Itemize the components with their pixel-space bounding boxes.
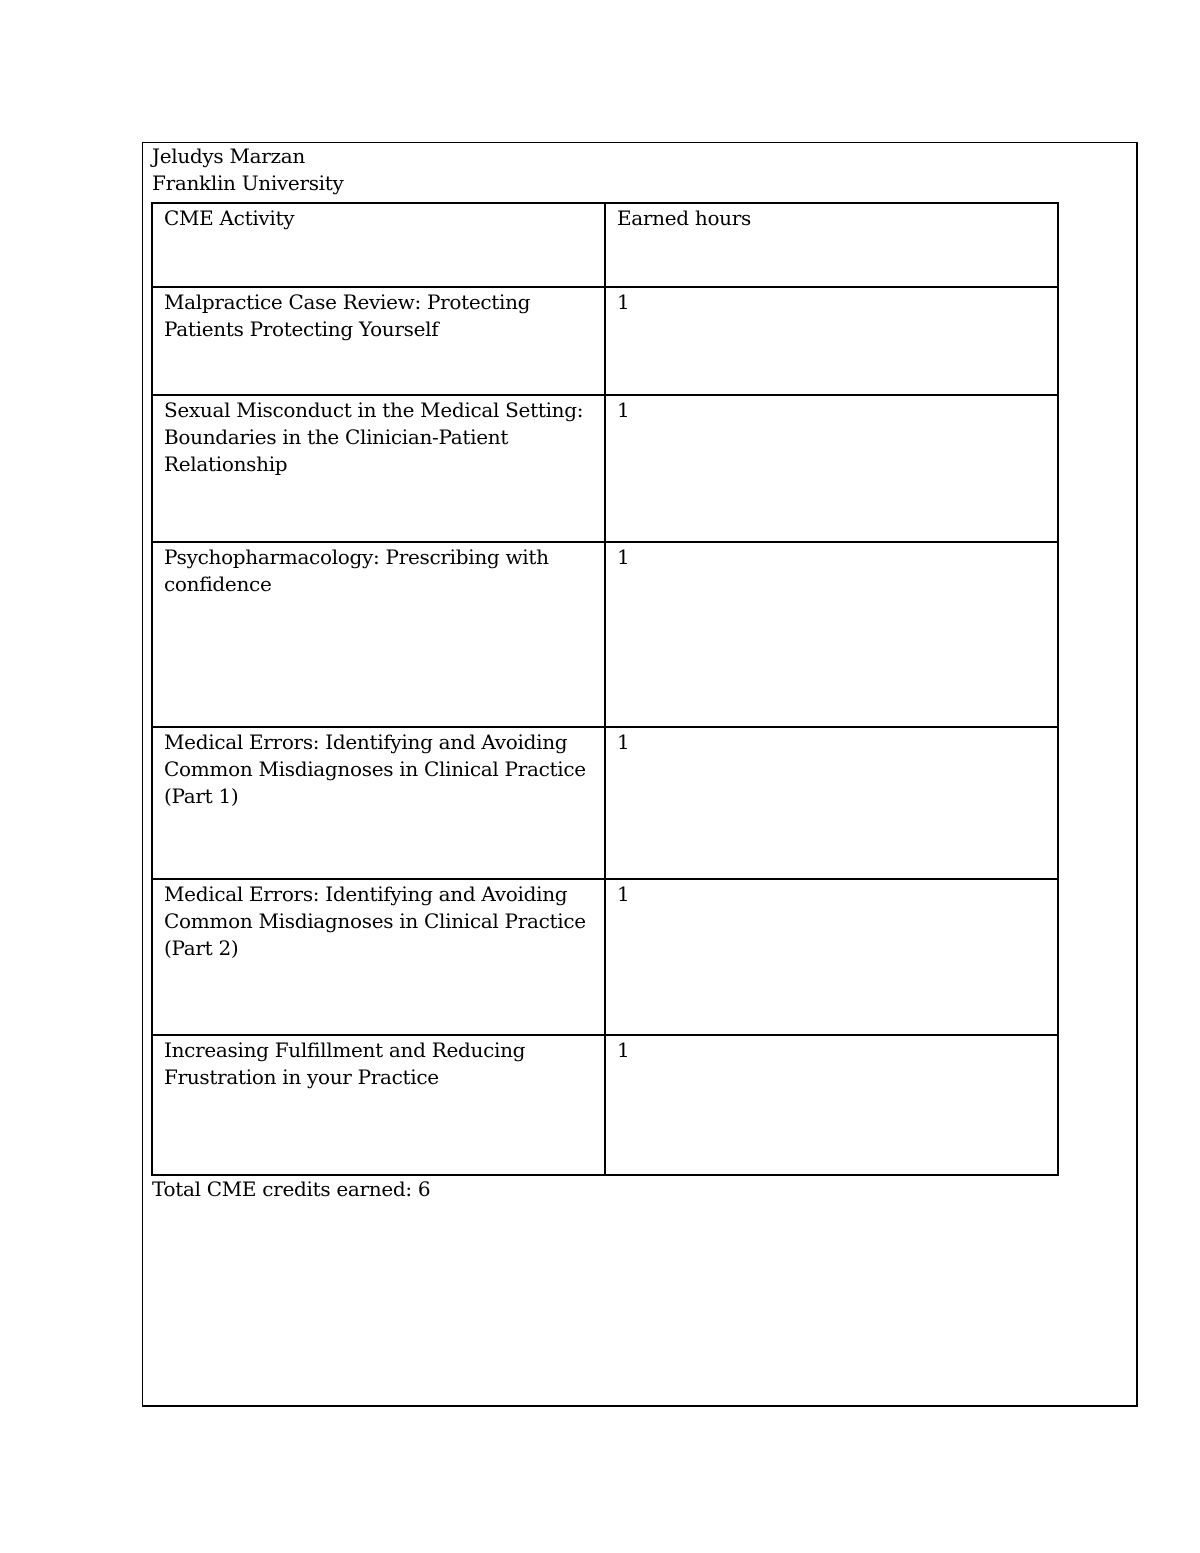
activity-cell: Sexual Misconduct in the Medical Setting: Boundaries in the Clinician-Patient Relationship [152,395,605,542]
activity-cell: Medical Errors: Identifying and Avoiding Common Misdiagnoses in Clinical Practice (Part 1) [152,727,605,879]
table-row [152,879,1058,1035]
activity-cell: Malpractice Case Review: Protecting Patients Protecting Yourself [152,287,605,395]
total-credits: Total CME credits earned: 6 [152,1177,431,1201]
hours-cell: 1 [605,879,1058,1035]
header-cme-activity: CME Activity [152,203,605,287]
hours-cell: 1 [605,287,1058,395]
hours-cell: 1 [605,395,1058,542]
table-row [152,727,1058,879]
table-row [152,542,1058,727]
table-header-row [152,203,1058,287]
hours-cell: 1 [605,542,1058,727]
university-name: Franklin University [152,171,344,195]
table-row [152,287,1058,395]
hours-cell: 1 [605,1035,1058,1175]
header-earned-hours: Earned hours [605,203,1058,287]
activity-cell: Psychopharmacology: Prescribing with confidence [152,542,605,727]
student-name: Jeludys Marzan [152,144,305,168]
table-row [152,395,1058,542]
activity-cell: Medical Errors: Identifying and Avoiding Common Misdiagnoses in Clinical Practice (Part 2) [152,879,605,1035]
hours-cell: 1 [605,727,1058,879]
activity-cell: Increasing Fulfillment and Reducing Frustration in your Practice [152,1035,605,1175]
cme-table [151,202,1059,1176]
table-row [152,1035,1058,1175]
